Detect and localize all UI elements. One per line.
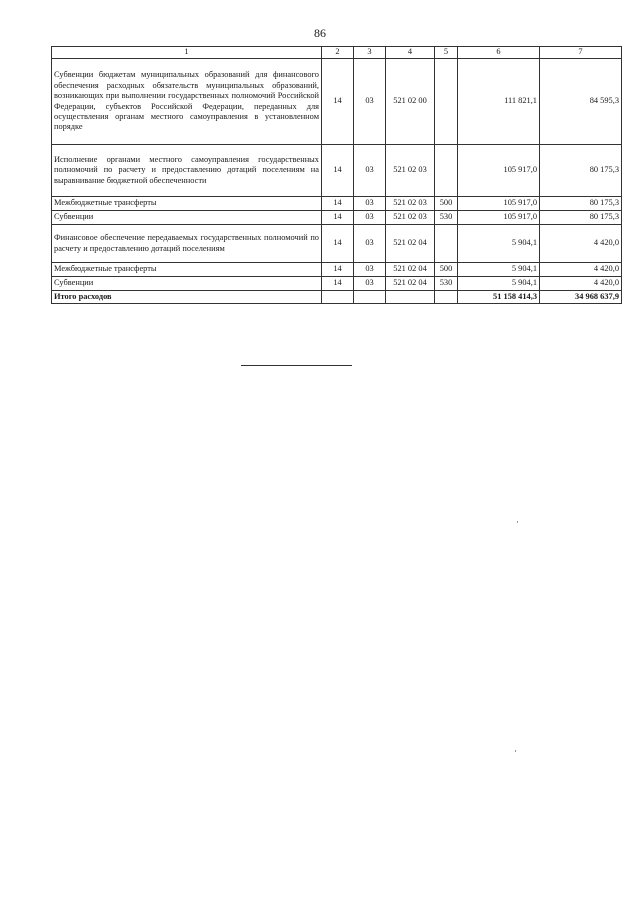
page-number: 86	[314, 26, 326, 40]
amount-col7: 84 595,3	[540, 59, 622, 145]
amount-col7: 4 420,0	[540, 263, 622, 277]
target-article-code: 521 02 03	[386, 145, 435, 197]
total-amount-col6: 51 158 414,3	[458, 291, 540, 304]
table-header-row	[52, 47, 622, 59]
row-name: Субвенции	[52, 211, 322, 225]
expense-type-code: 500	[435, 197, 458, 211]
amount-col7: 80 175,3	[540, 145, 622, 197]
expense-type-code: 500	[435, 263, 458, 277]
budget-expenditure-table	[51, 46, 622, 304]
amount-col6: 5 904,1	[458, 277, 540, 291]
subsection-code: 03	[354, 59, 386, 145]
amount-col7: 4 420,0	[540, 225, 622, 263]
table-row	[52, 263, 622, 277]
expense-type-code: 530	[435, 277, 458, 291]
section-code: 14	[322, 59, 354, 145]
target-article-code: 521 02 03	[386, 197, 435, 211]
section-code: 14	[322, 197, 354, 211]
amount-col7: 80 175,3	[540, 211, 622, 225]
subsection-code: 03	[354, 263, 386, 277]
column-header: 2	[322, 47, 354, 59]
column-header: 5	[435, 47, 458, 59]
row-name: Субвенции бюджетам муниципальных образований для финансового обеспечения расходных обязательств муниципальных образований, возникающих при выполнении государственных полномочий Российской Федерации, субъектов Российской Федерации, переданных для осуществления органам местного самоуправления в установленном порядке	[52, 59, 322, 145]
subsection-code: 03	[354, 225, 386, 263]
table-row	[52, 59, 622, 145]
amount-col6: 105 917,0	[458, 197, 540, 211]
subsection-code: 03	[354, 277, 386, 291]
total-row	[52, 291, 622, 304]
expense-type-code	[435, 145, 458, 197]
amount-col7: 80 175,3	[540, 197, 622, 211]
target-article-code: 521 02 03	[386, 211, 435, 225]
amount-col6: 111 821,1	[458, 59, 540, 145]
amount-col7: 4 420,0	[540, 277, 622, 291]
amount-col6: 105 917,0	[458, 145, 540, 197]
column-header: 3	[354, 47, 386, 59]
scan-speck	[515, 750, 516, 752]
table-row	[52, 145, 622, 197]
row-name: Субвенции	[52, 277, 322, 291]
total-label: Итого расходов	[52, 291, 322, 304]
table-row	[52, 225, 622, 263]
target-article-code: 521 02 00	[386, 59, 435, 145]
row-name: Исполнение органами местного самоуправления государственных полномочий по расчету и предоставлению дотаций поселениям на выравнивание бюджетной обеспеченности	[52, 145, 322, 197]
section-code: 14	[322, 225, 354, 263]
amount-col6: 5 904,1	[458, 263, 540, 277]
table-row	[52, 211, 622, 225]
total-amount-col7: 34 968 637,9	[540, 291, 622, 304]
column-header: 7	[540, 47, 622, 59]
section-code: 14	[322, 211, 354, 225]
row-name: Межбюджетные трансферты	[52, 197, 322, 211]
expense-type-code	[435, 225, 458, 263]
expense-type-code	[435, 59, 458, 145]
table-row	[52, 277, 622, 291]
target-article-code: 521 02 04	[386, 277, 435, 291]
column-header: 4	[386, 47, 435, 59]
column-header: 1	[52, 47, 322, 59]
subsection-code: 03	[354, 197, 386, 211]
amount-col6: 105 917,0	[458, 211, 540, 225]
target-article-code: 521 02 04	[386, 263, 435, 277]
column-header: 6	[458, 47, 540, 59]
target-article-code: 521 02 04	[386, 225, 435, 263]
subsection-code: 03	[354, 211, 386, 225]
section-code: 14	[322, 277, 354, 291]
row-name: Финансовое обеспечение передаваемых государственных полномочий по расчету и предоставлению дотаций поселениям	[52, 225, 322, 263]
subsection-code: 03	[354, 145, 386, 197]
amount-col6: 5 904,1	[458, 225, 540, 263]
end-of-table-rule	[241, 365, 352, 366]
section-code: 14	[322, 263, 354, 277]
row-name: Межбюджетные трансферты	[52, 263, 322, 277]
scan-speck	[517, 521, 518, 523]
table-row	[52, 197, 622, 211]
expense-type-code: 530	[435, 211, 458, 225]
section-code: 14	[322, 145, 354, 197]
